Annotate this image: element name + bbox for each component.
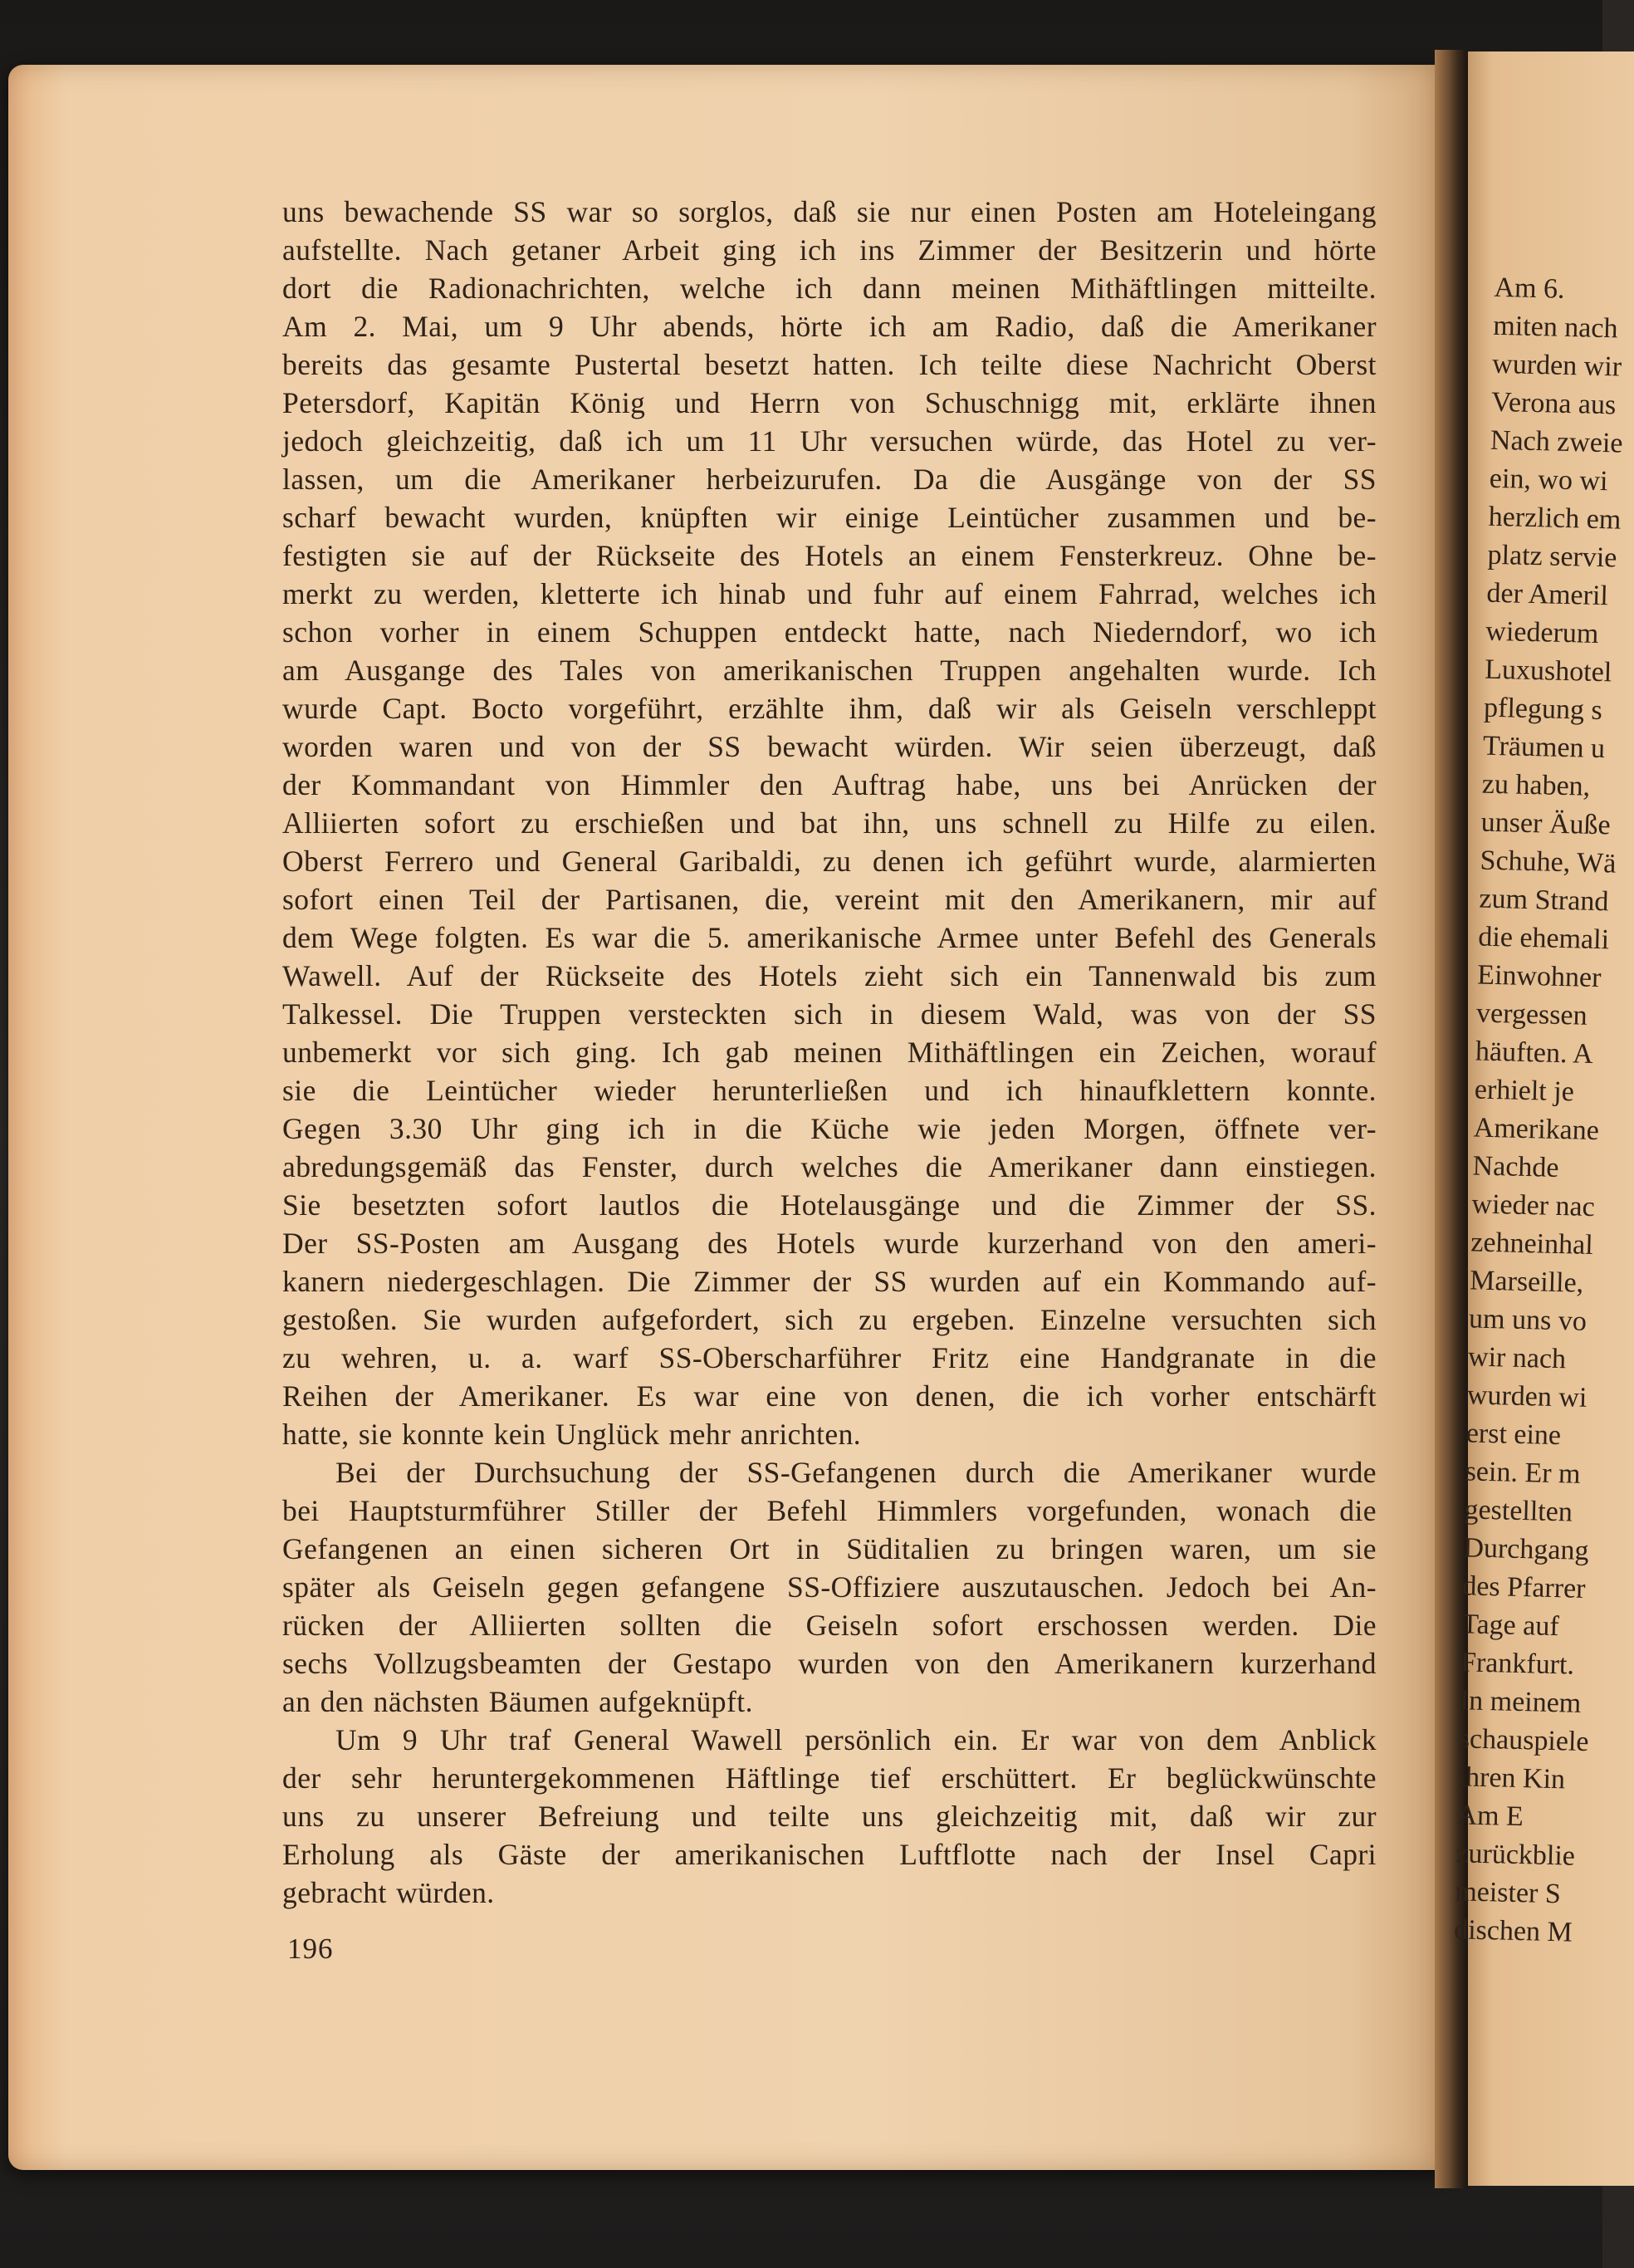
right-text-line: wiederum (1485, 615, 1599, 649)
text-line: aufstellte. Nach getaner Arbeit ging ich ins Zimmer der Besitzerin und hörte (282, 233, 1377, 267)
right-text-line: ein, wo wi (1489, 463, 1608, 497)
text-line: sie die Leintücher wieder herunterließen und ich hinaufklettern konnte. (282, 1074, 1377, 1107)
right-text-line: Luxushotel (1484, 654, 1612, 688)
text-line: am Ausgange des Tales von amerikanischen Truppen angehalten wurde. Ich (282, 654, 1377, 687)
right-text-line: Träumen u (1482, 730, 1606, 765)
right-text-line: wir nach (1467, 1341, 1567, 1375)
right-text-line: unser Äuße (1480, 806, 1612, 841)
right-text-line: platz servie (1487, 539, 1617, 574)
text-line: rücken der Alliierten sollten die Geiseln sofort erschossen werden. Die (282, 1609, 1377, 1642)
right-text-line: zehneinhal (1470, 1227, 1594, 1261)
text-line: uns zu unserer Befreiung und teilte uns gleichzeitig mit, daß wir zur (282, 1800, 1377, 1833)
text-line: schon vorher in einem Schuppen entdeckt hatte, nach Niederndorf, wo ich (282, 615, 1377, 649)
text-line: hatte, sie konnte kein Unglück mehr anrichten. (282, 1418, 862, 1451)
text-line: bei Hauptsturmführer Stiller der Befehl Himmlers vorgefunden, wonach die (282, 1494, 1377, 1527)
right-text-line: wurden wi (1466, 1379, 1588, 1413)
text-line: wurde Capt. Bocto vorgeführt, erzählte ihm, daß wir als Geiseln verschleppt (282, 692, 1377, 725)
text-line: dort die Radionachrichten, welche ich dann meinen Mithäftlingen mitteilte. (282, 272, 1377, 305)
text-line: der Kommandant von Himmler den Auftrag habe, uns bei Anrücken der (282, 768, 1377, 801)
right-text-line: Nachde (1472, 1150, 1559, 1183)
right-text-line: Am 6. (1494, 272, 1565, 305)
text-line: scharf bewacht wurden, knüpften wir einige Leintücher zusammen und be- (282, 501, 1377, 534)
text-line: Gegen 3.30 Uhr ging ich in die Küche wie jeden Morgen, öffnete ver- (282, 1112, 1377, 1145)
right-text-line: die ehemali (1477, 921, 1610, 956)
text-line: bereits das gesamte Pustertal besetzt hatten. Ich teilte diese Nachricht Oberst (282, 348, 1377, 381)
text-line: uns bewachende SS war so sorglos, daß sie nur einen Posten am Hoteleingang (282, 195, 1377, 228)
text-line: Um 9 Uhr traf General Wawell persönlich ein. Er war von dem Anblick (335, 1723, 1377, 1756)
text-line: Oberst Ferrero und General Garibaldi, zu denen ich geführt wurde, alarmierten (282, 845, 1377, 878)
right-text-line: Einwohner (1476, 959, 1602, 994)
right-text-line: Am E (1456, 1800, 1524, 1833)
text-line: worden waren und von der SS bewacht würden. Wir seien überzeugt, daß (282, 730, 1377, 763)
right-text-line: Schuhe, Wä (1480, 845, 1617, 879)
right-text-line: schauspiele (1458, 1723, 1589, 1758)
right-text-line: Amerikane (1473, 1112, 1600, 1147)
right-text-line: dischen M (1453, 1914, 1573, 1948)
right-text-line: sein. Er m (1465, 1456, 1581, 1490)
right-text-line: zurückblie (1455, 1838, 1576, 1872)
text-line: lassen, um die Amerikaner herbeizurufen. Da die Ausgänge von der SS (282, 463, 1377, 496)
text-line: Bei der Durchsuchung der SS-Gefangenen durch die Amerikaner wurde (335, 1456, 1377, 1489)
text-line: jedoch gleichzeitig, daß ich um 11 Uhr versuchen würde, das Hotel zu ver- (282, 424, 1377, 458)
text-line: dem Wege folgten. Es war die 5. amerikanische Armee unter Befehl des Generals (282, 921, 1377, 954)
text-line: abredungsgemäß das Fenster, durch welches die Amerikaner dann einstiegen. (282, 1150, 1377, 1183)
right-text-line: Frankfurt. (1460, 1647, 1575, 1681)
text-line: Wawell. Auf der Rückseite des Hotels zieht sich ein Tannenwald bis zum (282, 959, 1377, 992)
right-text-line: erhielt je (1474, 1074, 1575, 1108)
right-text-line: pflegung s (1483, 692, 1603, 727)
text-line: unbemerkt vor sich ging. Ich gab meinen Mithäftlingen ein Zeichen, worauf (282, 1036, 1377, 1069)
text-line: zu wehren, u. a. warf SS-Oberscharführer Fritz eine Handgranate in die (282, 1341, 1377, 1374)
right-text-line: des Pfarrer (1461, 1570, 1586, 1604)
text-line: Sie besetzten sofort lautlos die Hotelausgänge und die Zimmer der SS. (282, 1188, 1377, 1222)
body-text (282, 193, 1377, 1912)
right-text-line: ihren Kin (1457, 1761, 1566, 1795)
text-line: Talkessel. Die Truppen versteckten sich in diesem Wald, was von der SS (282, 997, 1377, 1031)
text-line: merkt zu werden, kletterte ich hinab und fuhr auf einem Fahrrad, welches ich (282, 577, 1377, 610)
text-line: sofort einen Teil der Partisanen, die, vereint mit den Amerikanern, mir auf (282, 883, 1377, 916)
text-line: festigten sie auf der Rückseite des Hotels an einem Fensterkreuz. Ohne be- (282, 539, 1377, 572)
text-line: gestoßen. Sie wurden aufgefordert, sich zu ergeben. Einzelne versuchten sich (282, 1303, 1377, 1336)
page-number: 196 (287, 1932, 334, 1965)
text-line: kanern niedergeschlagen. Die Zimmer der SS wurden auf ein Kommando auf- (282, 1265, 1377, 1298)
right-text-line: Durchgang (1462, 1532, 1589, 1567)
right-text-line: herzlich em (1488, 501, 1622, 536)
text-line: Am 2. Mai, um 9 Uhr abends, hörte ich am Radio, daß die Amerikaner (282, 310, 1377, 343)
right-text-line: zum Strand (1479, 883, 1609, 918)
right-text-line: Marseille, (1469, 1265, 1584, 1299)
right-text-line: gestellten (1464, 1494, 1573, 1528)
text-line: Erholung als Gäste der amerikanischen Luftflotte nach der Insel Capri (282, 1838, 1377, 1871)
text-line: sechs Vollzugsbeamten der Gestapo wurden von den Amerikanern kurzerhand (282, 1647, 1377, 1680)
right-text-line: Nach zweie (1490, 424, 1623, 459)
text-line: Alliierten sofort zu erschießen und bat ihn, uns schnell zu Hilfe zu eilen. (282, 806, 1377, 840)
right-text-line: In meinem (1459, 1685, 1582, 1719)
text-line: Reihen der Amerikaner. Es war eine von denen, die ich vorher entschärft (282, 1379, 1377, 1413)
text-line: Der SS-Posten am Ausgang des Hotels wurde kurzerhand von den ameri- (282, 1227, 1377, 1260)
right-text-line: zu haben, (1481, 768, 1591, 802)
text-line: der sehr heruntergekommenen Häftlinge tief erschüttert. Er beglückwünschte (282, 1761, 1377, 1795)
right-text-line: erst eine (1465, 1418, 1562, 1452)
right-text-line: miten nach (1492, 310, 1618, 345)
right-text-line: der Ameril (1486, 577, 1609, 612)
text-line: später als Geiseln gegen gefangene SS-Offiziere auszutauschen. Jedoch bei An- (282, 1570, 1377, 1604)
right-text-line: häuften. A (1475, 1036, 1594, 1070)
right-text-line: wieder nac (1471, 1188, 1596, 1223)
text-line: Petersdorf, Kapitän König und Herrn von Schuschnigg mit, erklärte ihnen (282, 386, 1377, 419)
right-text-line: Verona aus (1490, 386, 1617, 421)
right-text-line: vergessen (1475, 997, 1588, 1031)
right-text-line: meister S (1454, 1876, 1562, 1910)
right-page (1453, 51, 1634, 2186)
right-text-line: Tage auf (1460, 1609, 1560, 1643)
right-text-line: um uns vo (1468, 1303, 1588, 1337)
text-line: Gefangenen an einen sicheren Ort in Süditalien zu bringen waren, um sie (282, 1532, 1377, 1565)
right-text-line: wurden wir (1491, 348, 1622, 383)
text-line: an den nächsten Bäumen aufgeknüpft. (282, 1685, 753, 1718)
text-line: gebracht würden. (282, 1876, 495, 1909)
